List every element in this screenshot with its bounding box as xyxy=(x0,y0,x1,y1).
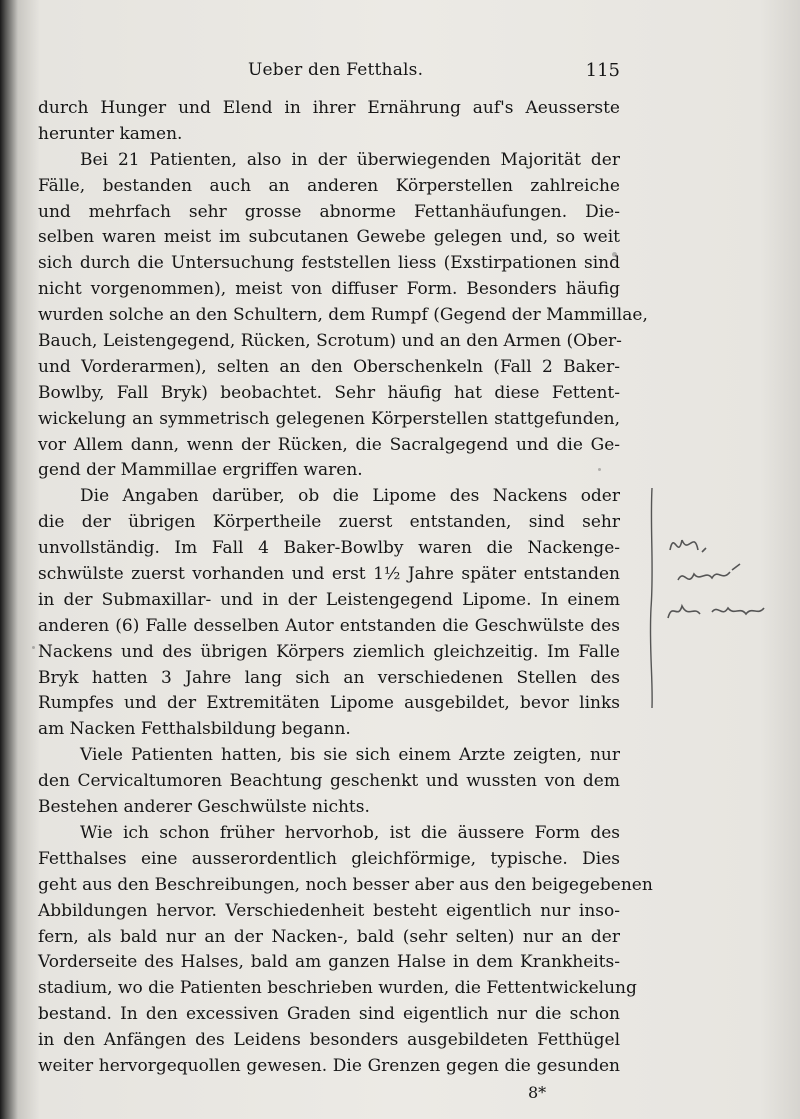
text-line: und mehrfach sehr grosse abnorme Fettanhäufungen. Die- xyxy=(38,201,620,222)
text-line: Bryk hatten 3 Jahre lang sich an verschiedenen Stellen des xyxy=(38,667,620,688)
paper-speck xyxy=(598,468,601,471)
text-line: fern, als bald nur an der Nacken-, bald (sehr selten) nur an der xyxy=(38,926,620,947)
text-line: nicht vorgenommen), meist von diffuser Form. Besonders häufig xyxy=(38,279,620,300)
margin-pencil-note xyxy=(660,520,770,630)
text-line: Abbildungen hervor. Verschiedenheit besteht eigentlich nur inso- xyxy=(38,900,620,921)
text-line: Vorderseite des Halses, bald am ganzen Halse in dem Krankheits- xyxy=(38,952,620,973)
text-line: Bei 21 Patienten, also in der überwiegenden Majorität der xyxy=(80,149,620,170)
text-line: wickelung an symmetrisch gelegenen Körperstellen stattgefunden, xyxy=(38,408,620,429)
text-line: schwülste zuerst vorhanden und erst 1½ Jahre später entstanden xyxy=(38,564,620,585)
text-line: am Nacken Fetthalsbildung begann. xyxy=(38,719,351,740)
text-line: Bestehen anderer Geschwülste nichts. xyxy=(38,797,370,818)
text-line: gend der Mammillae ergriffen waren. xyxy=(38,460,363,481)
text-line: herunter kamen. xyxy=(38,123,183,144)
text-line: bestand. In den excessiven Graden sind eigentlich nur die schon xyxy=(38,1004,620,1025)
text-line: unvollständig. Im Fall 4 Baker-Bowlby waren die Nackenge- xyxy=(38,538,620,559)
text-line: Wie ich schon früher hervorhob, ist die äussere Form des xyxy=(80,822,620,843)
text-line: den Cervicaltumoren Beachtung geschenkt und wussten von dem xyxy=(38,771,620,792)
text-line: Die Angaben darüber, ob die Lipome des Nackens oder xyxy=(80,486,620,507)
page-number: 115 xyxy=(585,60,620,81)
text-line: in der Submaxillar- und in der Leistengegend Lipome. In einem xyxy=(38,589,620,610)
text-line: stadium, wo die Patienten beschrieben wurden, die Fettentwickelung xyxy=(38,978,637,999)
text-line: vor Allem dann, wenn der Rücken, die Sacralgegend und die Ge- xyxy=(38,434,620,455)
text-line: Fälle, bestanden auch an anderen Körperstellen zahlreiche xyxy=(38,175,620,196)
text-line: anderen (6) Falle desselben Autor entstanden die Geschwülste des xyxy=(38,615,620,636)
text-line: Bowlby, Fall Bryk) beobachtet. Sehr häufig hat diese Fettent- xyxy=(38,382,620,403)
text-line: durch Hunger und Elend in ihrer Ernährung auf's Aeusserste xyxy=(38,98,620,118)
running-head: Ueber den Fetthals. xyxy=(248,60,424,80)
text-line: sich durch die Untersuchung feststellen liess (Exstirpationen sind xyxy=(38,253,620,274)
text-line: Fetthalses eine ausserordentlich gleichförmige, typische. Dies xyxy=(38,848,620,869)
text-line: weiter hervorgequollen gewesen. Die Grenzen gegen die gesunden xyxy=(38,1055,620,1076)
text-line: Rumpfes und der Extremitäten Lipome ausgebildet, bevor links xyxy=(38,693,620,714)
paper-speck xyxy=(612,252,617,257)
text-line: die der übrigen Körpertheile zuerst entstanden, sind sehr xyxy=(38,512,620,533)
body-text xyxy=(38,96,653,1080)
paper-speck xyxy=(32,646,35,649)
text-line: Bauch, Leistengegend, Rücken, Scrotum) und an den Armen (Ober- xyxy=(38,331,622,352)
text-line: Viele Patienten hatten, bis sie sich einem Arzte zeigten, nur xyxy=(80,745,620,766)
text-line: geht aus den Beschreibungen, noch besser aber aus den beigegebenen xyxy=(38,874,653,895)
text-line: Nackens und des übrigen Körpers ziemlich gleichzeitig. Im Falle xyxy=(38,641,620,662)
text-line: in den Anfängen des Leidens besonders ausgebildeten Fetthügel xyxy=(38,1030,620,1051)
text-line: wurden solche an den Schultern, dem Rumpf (Gegend der Mammillae, xyxy=(38,305,648,326)
margin-pencil-bracket xyxy=(646,488,658,708)
page-header xyxy=(38,60,620,86)
text-line: selben waren meist im subcutanen Gewebe gelegen und, so weit xyxy=(38,227,620,248)
text-line: und Vorderarmen), selten an den Oberschenkeln (Fall 2 Baker- xyxy=(38,356,620,377)
signature-mark: 8* xyxy=(528,1083,547,1102)
